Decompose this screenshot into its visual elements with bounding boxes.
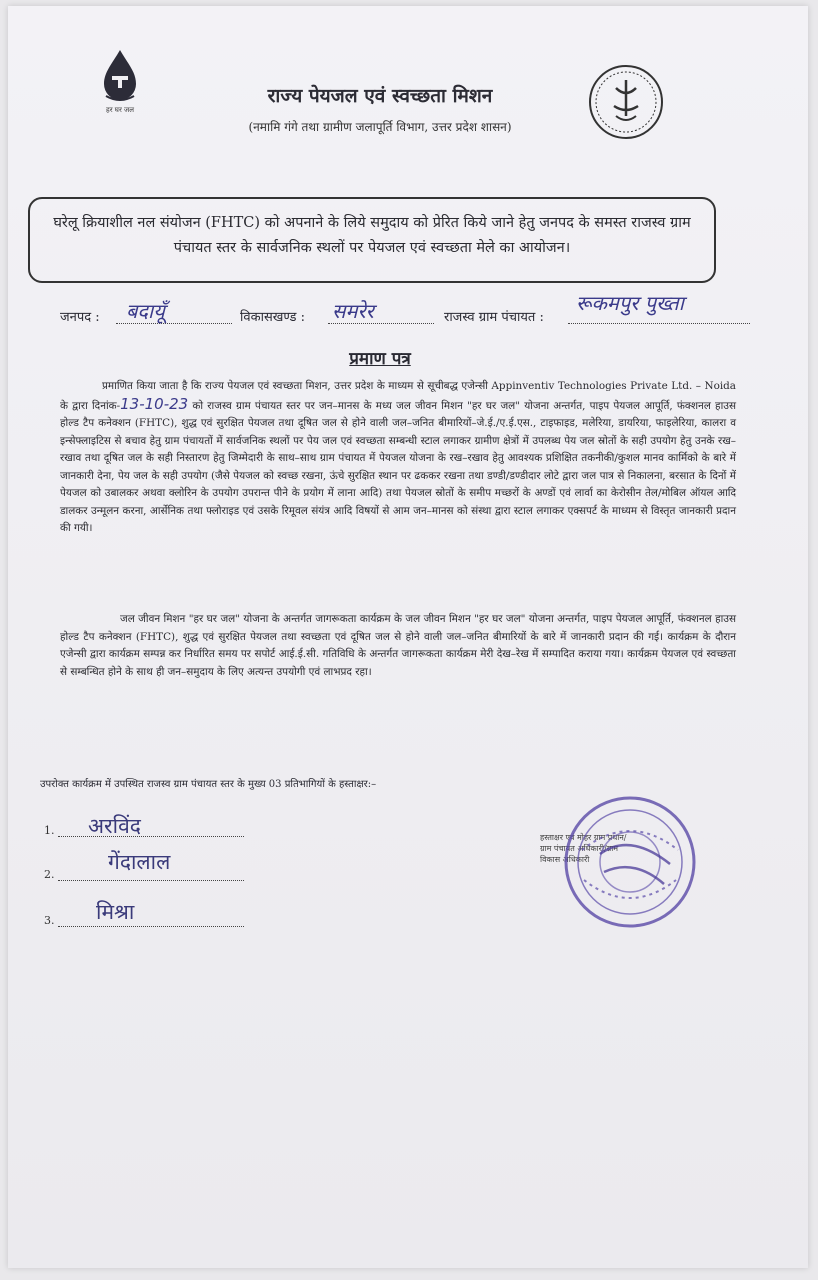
signature-number: 2. bbox=[44, 868, 55, 881]
signature-intro: उपरोक्त कार्यक्रम में उपस्थित राजस्व ग्राम पंचायत स्तर के मुख्य 03 प्रतिभागियों के हस्ताक्षर:– bbox=[40, 779, 377, 790]
signature-line-2 bbox=[44, 850, 264, 890]
official-designation: हस्ताक्षर एवं मोहर ग्राम प्रधान/ग्राम पंचायत अधिकारी/ग्राम विकास अधिकारी bbox=[540, 833, 627, 864]
signature-name: अरविंद bbox=[88, 814, 141, 838]
para1-rest: को राजस्व ग्राम पंचायत स्तर पर जन–मानस के मध्य जल जीवन मिशन "हर घर जल" योजना अन्तर्गत, पाइप पेयजल आपूर्ति, फंक्शनल हाउस होल्ड टैप कनेक्शन (FHTC), शुद्ध एवं सुरक्षित पेयजल तथा दूषित जल से होने वाली जल–जनित बीमारियों–जे.ई./ए.ई.एस., टाइफाइड, मलेरिया, डायरिया, फाइलेरिया, कालरा व इन्सेफ्लाइटिस से बचाव हेतु ग्राम पंचायतों में सार्वजनिक स्थलों पर पेय जल एवं स्वच्छता सम्बन्धी स्टाल लगाकर ग्रामीण क्षेत्रों में उपलब्ध पेय जल स्रोतों के सही उपयोग हेतु उनके रख–रखाव तथा दूषित जल के सही निस्तारण हेतु जिम्मेदारी के साथ–साथ ग्राम पंचायत में पेयजल योजना के रख–रखाव हेतु आवश्यक प्रशिक्षित तकनीकी/कुशल मानव कार्मिको के बारे में जानकारी देना, पेय जल के सही उपयोग (जैसे पेयजल को स्वच्छ रखना, ऊंचे सुरक्षित स्थान पर ढककर रखना तथा डण्डी/डण्डीदार लोटे द्वारा जल पात्र से निकालना, बरसात के दिनों में पेयजल को उबालकर अथवा क्लोरिन के उपयोग उपरान्त पीने के प्रयोग में लाना आदि) तथा पेयजल स्रोतों के समीप मच्छरों के अण्डों एवं लार्वा का केरोसीन तेल/मोबिल ऑयल आदि डालकर उन्मूलन करना, आर्सेनिक तथा फ्लोराइड एवं उसके रिमूवल संयंत्र आदि विषयों से आम जन–मानस को संस्था द्वारा स्टाल लगाकर एक्सपर्ट के माध्यम से विस्तृत जानकारी प्रदान की गयी। bbox=[60, 399, 736, 534]
signature-line-3 bbox=[44, 900, 264, 936]
village-value: रूकमपुर पुख्ता bbox=[576, 291, 684, 315]
block-value: समरेर bbox=[332, 299, 374, 323]
event-banner-text: घरेलू क्रियाशील नल संयोजन (FHTC) को अपनाने के लिये समुदाय को प्रेरित किये जाने हेतु जनपद के समस्त राजस्व ग्राम पंचायत स्तर के सार्वजनिक स्थलों पर पेयजल एवं स्वच्छता मेले का आयोजन। bbox=[53, 215, 691, 256]
location-fields bbox=[60, 291, 760, 329]
up-government-emblem bbox=[586, 62, 666, 142]
signature-dotline bbox=[58, 836, 244, 837]
para1-start: प्रमाणित किया जाता है कि राज्य पेयजल एवं स्वच्छता मिशन, उत्तर प्रदेश के माध्यम से सूचीबद्ध एजेन्सी Appinventiv Technologies Private Ltd. – Noida के द्वारा दिनांक- bbox=[60, 380, 736, 412]
har-ghar-jal-logo bbox=[92, 46, 148, 126]
event-date: 13-10-23 bbox=[120, 394, 189, 413]
signature-name: मिश्रा bbox=[96, 900, 135, 924]
signature-number: 1. bbox=[44, 824, 55, 837]
signature-number: 3. bbox=[44, 914, 55, 927]
district-value: बदायूँ bbox=[126, 299, 165, 323]
signature-line-1 bbox=[44, 816, 264, 846]
certificate-paragraph-1 bbox=[60, 378, 736, 538]
signature-dotline bbox=[58, 880, 244, 881]
certificate-title: प्रमाण पत्र bbox=[349, 349, 411, 369]
village-dotline bbox=[568, 323, 750, 324]
mission-title: राज्य पेयजल एवं स्वच्छता मिशन bbox=[267, 85, 493, 107]
signature-name: गेंदालाल bbox=[108, 850, 171, 874]
certificate-paragraph-2: जल जीवन मिशन "हर घर जल" योजना के अन्तर्गत जागरूकता कार्यक्रम के जल जीवन मिशन "हर घर जल" योजना अन्तर्गत, पाइप पेयजल आपूर्ति, फंक्शनल हाउस होल्ड टैप कनेक्शन (FHTC), शुद्ध एवं सुरक्षित पेयजल तथा स्वच्छता एवं दूषित जल से होने वाली जल–जनित बीमारियों के बारे में जानकारी प्रदान की गई। कार्यक्रम के दौरान एजेन्सी द्वारा कार्यक्रम सम्पन्न कर निर्धारित समय पर सपोर्ट आई.ई.सी. गतिविधि के अन्तर्गत जागरूकता कार्यक्रम मेरी देख–रेख में सम्पादित कराया गया। कार्यक्रम पेयजल एवं स्वच्छता से सम्बन्धित होने के साथ ही जन–समुदाय के लिए अत्यन्त उपयोगी एवं लाभप्रद रहा। bbox=[60, 613, 736, 678]
official-round-stamp bbox=[560, 792, 700, 932]
mission-subtitle: (नमामि गंगे तथा ग्रामीण जलापूर्ति विभाग, उत्तर प्रदेश शासन) bbox=[248, 120, 512, 134]
district-label: जनपद : bbox=[60, 310, 100, 325]
logo-caption: हर घर जल bbox=[106, 106, 134, 114]
block-label: विकासखण्ड : bbox=[240, 310, 306, 325]
signature-dotline bbox=[58, 926, 244, 927]
village-label: राजस्व ग्राम पंचायत : bbox=[444, 310, 544, 325]
